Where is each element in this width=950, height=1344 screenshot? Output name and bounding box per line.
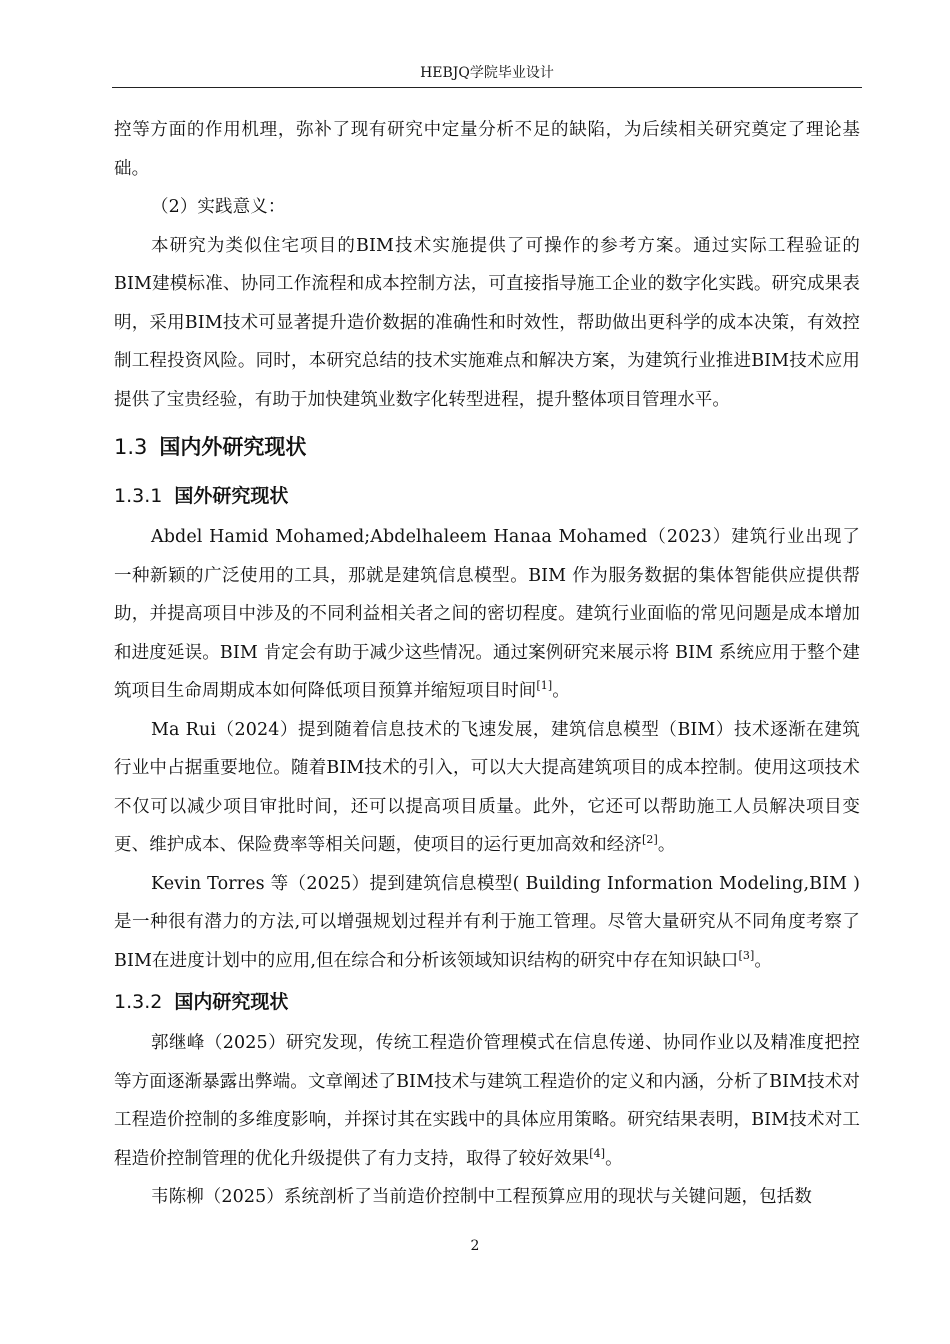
document-body — [114, 111, 860, 1217]
paragraph-continued: 控等方面的作用机理，弥补了现有研究中定量分析不足的缺陷，为后续相关研究奠定了理论基础。 — [114, 120, 860, 179]
subsection-heading-1-3-2 — [114, 980, 860, 1024]
paragraph-foreign-1 — [114, 518, 860, 711]
subsection-heading-1-3-1 — [114, 474, 860, 518]
section-title: 国内外研究现状 — [159, 435, 307, 459]
paragraph-end: 。 — [552, 681, 570, 701]
paragraph-domestic-2: 韦陈柳（2025）系统剖析了当前造价控制中工程预算应用的现状与关键问题，包括数 — [151, 1187, 812, 1207]
citation[interactable]: [1] — [536, 679, 553, 693]
paragraph-foreign-3 — [114, 865, 860, 981]
paragraph-text: Ma Rui（2024）提到随着信息技术的飞速发展，建筑信息模型（BIM）技术逐渐在建筑行业中占据重要地位。随着BIM技术的引入，可以大大提高建筑项目的成本控制。使用这项技术不仅可以减少项目审批时间，还可以提高项目质量。此外，它还可以帮助施工人员解决项目变更、维护成本、保险费率等相关问题，使项目的运行更加高效和经济 — [114, 719, 860, 855]
paragraph-foreign-2 — [114, 711, 860, 865]
citation[interactable]: [3] — [738, 948, 755, 962]
citation[interactable]: [2] — [642, 833, 658, 847]
paragraph-practical-significance: 本研究为类似住宅项目的BIM技术实施提供了可操作的参考方案。通过实际工程验证的BIM建模标准、协同工作流程和成本控制方法，可直接指导施工企业的数字化实践。研究成果表明，采用BIM技术可显著提升造价数据的准确性和时效性，帮助做出更科学的成本决策，有效控制工程投资风险。同时，本研究总结的技术实施难点和解决方案，为建筑行业推进BIM技术应用提供了宝贵经验，有助于加快建筑业数字化转型进程，提升整体项目管理水平。 — [114, 235, 860, 410]
paragraph-end: 。 — [754, 950, 772, 971]
paragraph-domestic-1 — [114, 1024, 860, 1178]
practical-significance-label: （2）实践意义： — [151, 197, 286, 217]
running-header: HEBJQ学院毕业设计 — [420, 65, 554, 81]
header-rule — [112, 87, 862, 88]
paragraph-text: 郭继峰（2025）研究发现，传统工程造价管理模式在信息传递、协同作业以及精准度把控等方面逐渐暴露出弊端。文章阐述了BIM技术与建筑工程造价的定义和内涵，分析了BIM技术对工程造价控制的多维度影响，并探讨其在实践中的具体应用策略。研究结果表明，BIM技术对工程造价控制管理的优化升级提供了有力支持，取得了较好效果 — [114, 1033, 860, 1169]
paragraph-end: 。 — [657, 835, 676, 855]
subsection-number: 1.3.2 — [114, 991, 163, 1013]
section-number: 1.3 — [114, 435, 148, 459]
subsection-title: 国内研究现状 — [174, 991, 289, 1013]
citation[interactable]: [4] — [589, 1146, 606, 1160]
paragraph-text: Abdel Hamid Mohamed;Abdelhaleem Hanaa Mohamed（2023）建筑行业出现了一种新颖的广泛使用的工具，那就是建筑信息模型。BIM 作为服务数据的集体智能供应提供帮助，并提高项目中涉及的不同利益相关者之间的密切程度。建筑行业面临的常见问题是成本增加和进度延误。BIM 肯定会有助于减少这些情况。通过案例研究来展示将 BIM 系统应用于整个建筑项目生命周期成本如何降低项目预算并缩短项目时间 — [114, 527, 860, 701]
paragraph-end: 。 — [605, 1148, 623, 1169]
page-number: 2 — [470, 1238, 480, 1254]
subsection-title: 国外研究现状 — [174, 485, 289, 507]
subsection-number: 1.3.1 — [114, 485, 163, 507]
section-heading-1-3 — [114, 419, 860, 474]
paragraph-text: Kevin Torres 等（2025）提到建筑信息模型( Building Information Modeling,BIM )是一种很有潜力的方法,可以增强规划过程并有利于施工管理。尽管大量研究从不同角度考察了BIM在进度计划中的应用,但在综合和分析该领域知识结构的研究中存在知识缺口 — [114, 873, 860, 971]
